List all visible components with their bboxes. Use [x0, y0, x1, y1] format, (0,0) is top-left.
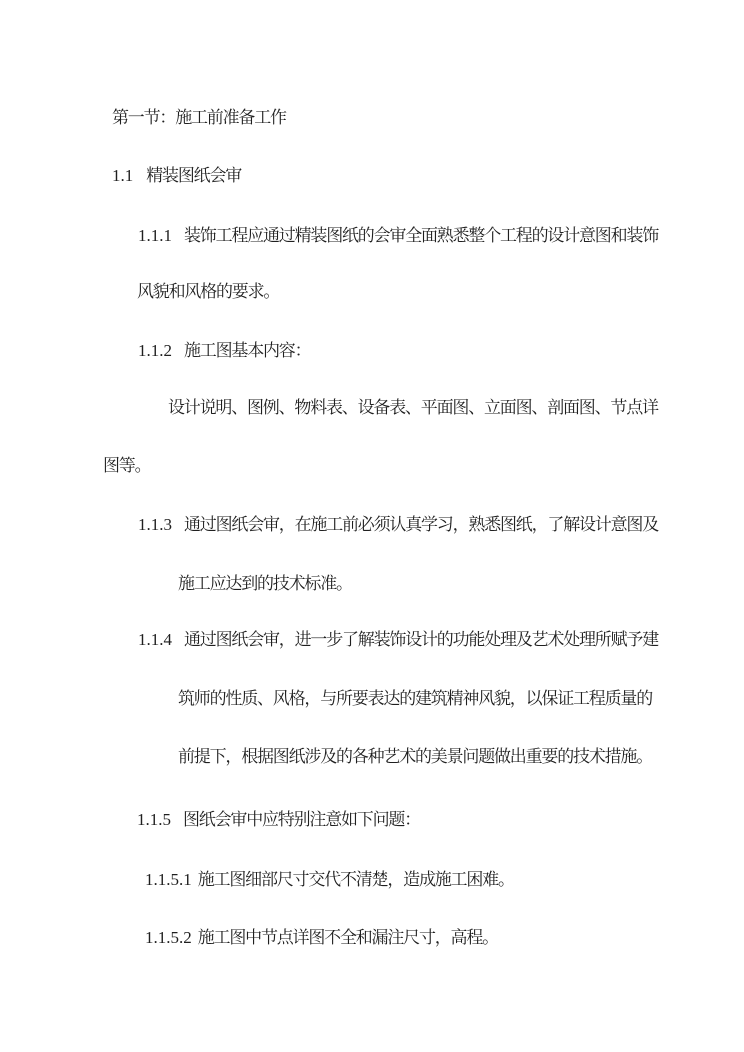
- clause-1-1-5-2: [145, 927, 498, 949]
- clause-text: 图纸会审中应特别注意如下问题：: [183, 810, 420, 829]
- clause-1-1-5-1: [145, 869, 514, 891]
- clause-number: 1.1.4: [138, 630, 172, 649]
- clause-1-1-4-line-3: 前提下，根据图纸涉及的各种艺术的美景问题做出重要的技术措施。: [178, 747, 652, 766]
- sub-heading: [112, 165, 241, 187]
- clause-1-1-2-line-2: 设计说明、图例、物料表、设备表、平面图、立面图、剖面图、节点详: [168, 398, 658, 417]
- section-heading: 第一节：施工前准备工作: [112, 108, 286, 127]
- clause-1-1-4-line-2: 筑师的性质、风格，与所要表达的建筑精神风貌，以保证工程质量的: [178, 689, 652, 708]
- clause-1-1-1-line-2: 风貌和风格的要求。: [137, 282, 280, 301]
- clause-number: 1.1.2: [138, 341, 172, 360]
- clause-1-1-3-line-1: [138, 514, 658, 536]
- clause-number: 1.1.5.1: [145, 870, 192, 889]
- clause-number: 1.1.1: [138, 226, 172, 245]
- clause-text: 装饰工程应通过精装图纸的会审全面熟悉整个工程的设计意图和装饰: [184, 226, 658, 245]
- clause-text: 施工图中节点详图不全和漏注尺寸，高程。: [197, 928, 498, 947]
- clause-text: 施工图细部尺寸交代不清楚，造成施工困难。: [197, 870, 514, 889]
- clause-1-1-4-line-1: [138, 629, 658, 651]
- clause-text: 通过图纸会审，在施工前必须认真学习，熟悉图纸，了解设计意图及: [184, 515, 658, 534]
- clause-number: 1.1.5: [137, 810, 171, 829]
- clause-number: 1.1.3: [138, 515, 172, 534]
- clause-1-1-1-line-1: [138, 225, 658, 247]
- sub-heading-title: 精装图纸会审: [146, 166, 242, 185]
- clause-1-1-5-line-1: [137, 809, 420, 831]
- sub-heading-number: 1.1: [112, 166, 134, 185]
- clause-number: 1.1.5.2: [145, 928, 192, 947]
- clause-1-1-3-line-2: 施工应达到的技术标准。: [178, 574, 352, 593]
- clause-text: 施工图基本内容：: [184, 341, 311, 360]
- clause-text: 通过图纸会审，进一步了解装饰设计的功能处理及艺术处理所赋予建: [184, 630, 658, 649]
- clause-1-1-2-line-1: [138, 340, 310, 362]
- clause-1-1-2-line-3: 图等。: [103, 456, 151, 475]
